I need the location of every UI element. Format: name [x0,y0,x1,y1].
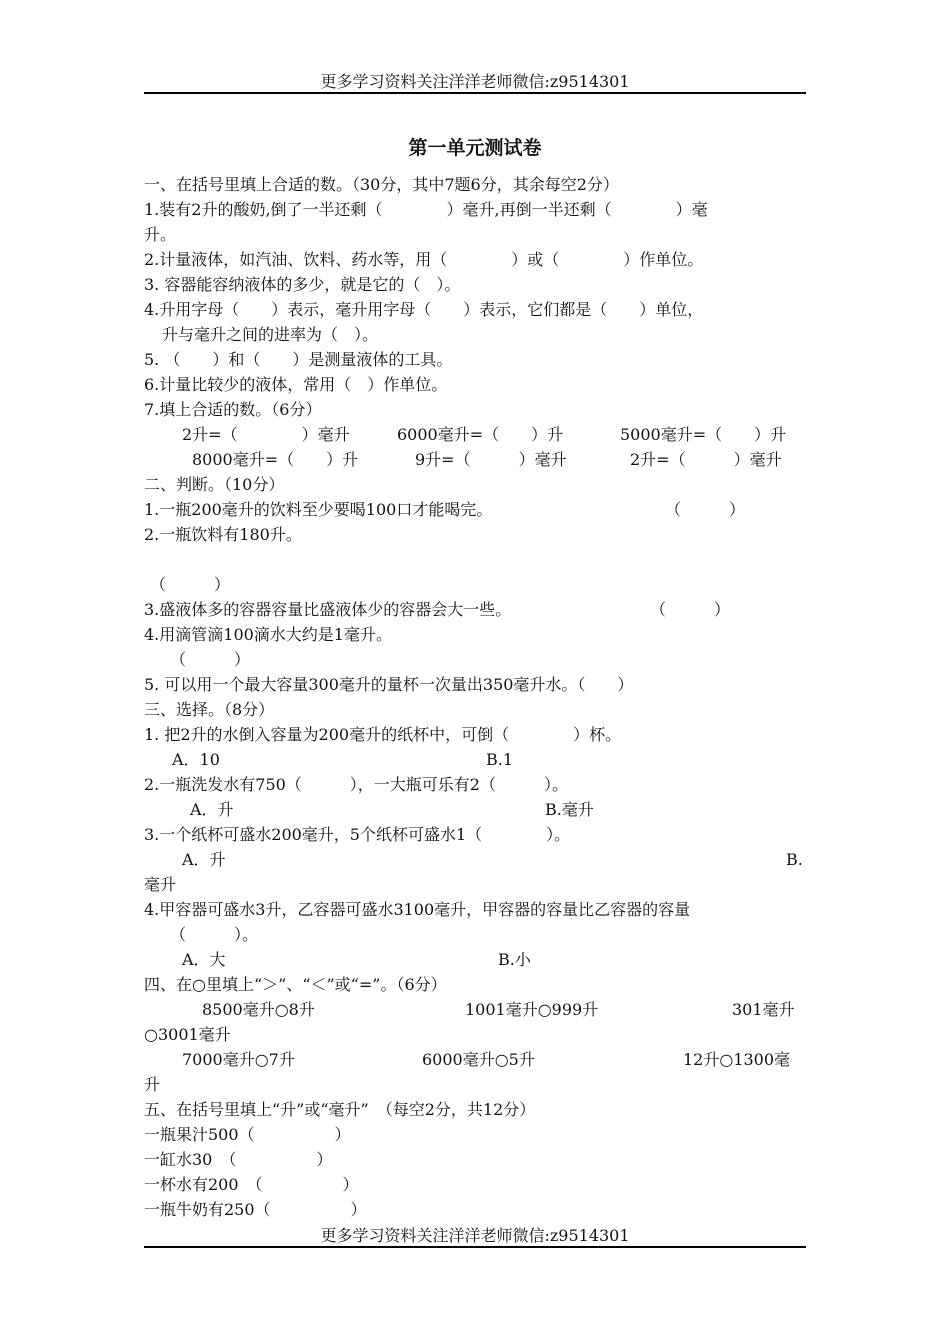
judge-4-answer: （ ） [170,650,251,669]
fill-unit-item: 一瓶果汁500（ ） [144,1125,351,1144]
fill-unit-item: 一缸水30 （ ） [144,1150,333,1169]
choice-4-cont: （ ）。 [170,925,259,944]
choice-2: 2.一瓶洗发水有750（ ），一大瓶可乐有2（ ）。 [144,775,568,794]
judge-3-answer: （ ） [650,600,731,619]
section-1-heading: 一、在括号里填上合适的数。（30分，其中7题6分，其余每空2分） [144,175,619,194]
judge-5: 5. 可以用一个最大容量300毫升的量杯一次量出350毫升水。（ ） [144,675,634,694]
choice-4-option-b: B.小 [498,950,531,969]
judge-2: 2.一瓶饮料有180升。 [144,525,302,544]
fill-unit-item: 一杯水有200 （ ） [144,1175,359,1194]
choice-2-option-a: A．升 [190,800,234,819]
section-2-heading: 二、判断。（10分） [144,475,285,494]
compare-item: 301毫升 [732,1000,795,1019]
choice-1-option-a: A．10 [172,750,220,769]
judge-1: 1.一瓶200毫升的饮料至少要喝100口才能喝完。 [144,500,493,519]
question-1-2: 2.计量液体，如汽油、饮料、药水等，用（ ）或（ ）作单位。 [144,250,704,269]
judge-3: 3.盛液体多的容器容量比盛液体少的容器会大一些。 [144,600,512,619]
section-5-heading: 五、在括号里填上“升”或“毫升” （每空2分，共12分） [144,1100,536,1119]
fill-unit-item: 一瓶牛奶有250（ ） [144,1200,367,1219]
q7-item: 9升=（ ）毫升 [415,450,567,469]
section-3-heading: 三、选择。（8分） [144,700,275,719]
q7-item: 2升=（ ）毫升 [182,425,350,444]
q7-item: 2升=（ ）毫升 [630,450,782,469]
question-1-4-cont: 升与毫升之间的进率为（ ）。 [162,325,379,344]
choice-3-option-b-cont: 毫升 [144,875,177,894]
question-1-4: 4.升用字母（ ）表示，毫升用字母（ ）表示，它们都是（ ）单位， [144,300,704,319]
compare-item: 8500毫升○8升 [202,1000,315,1019]
choice-2-option-b: B.毫升 [545,800,594,819]
question-1-7: 7.填上合适的数。（6分） [144,400,322,419]
judge-4: 4.用滴管滴100滴水大约是1毫升。 [144,625,392,644]
question-1-1: 1.装有2升的酸奶,倒了一半还剩（ ）毫升,再倒一半还剩（ ）毫 [144,200,708,219]
q7-item: 5000毫升=（ ）升 [620,425,787,444]
page-footer: 更多学习资料关注洋洋老师微信:z9514301 [320,1226,630,1245]
choice-3-option-b: B. [786,850,803,869]
choice-1: 1. 把2升的水倒入容量为200毫升的纸杯中，可倒（ ）杯。 [144,725,622,744]
footer-rule [144,1246,806,1248]
judge-2-answer: （ ） [150,575,231,594]
compare-item: 6000毫升○5升 [422,1050,535,1069]
choice-3: 3.一个纸杯可盛水200毫升，5个纸杯可盛水1（ ）。 [144,825,571,844]
question-1-1-cont: 升。 [144,225,177,244]
compare-item: 7000毫升○7升 [182,1050,295,1069]
question-1-3: 3. 容器能容纳液体的多少，就是它的（ ）。 [144,275,461,294]
header-rule [144,92,806,94]
judge-1-answer: （ ） [665,500,746,519]
compare-item-cont: ○3001毫升 [144,1025,231,1044]
choice-1-option-b: B.1 [486,750,514,769]
question-1-6: 6.计量比较少的液体，常用（ ）作单位。 [144,375,448,394]
page-header: 更多学习资料关注洋洋老师微信:z9514301 [320,72,630,91]
compare-item: 1001毫升○999升 [465,1000,599,1019]
choice-4-option-a: A．大 [182,950,226,969]
question-1-5: 5. （ ）和（ ）是测量液体的工具。 [144,350,453,369]
choice-3-option-a: A．升 [182,850,226,869]
q7-item: 8000毫升=（ ）升 [192,450,359,469]
compare-item: 12升○1300毫 [683,1050,791,1069]
page-title: 第一单元测试卷 [408,137,542,159]
choice-4: 4.甲容器可盛水3升，乙容器可盛水3100毫升，甲容器的容量比乙容器的容量 [144,900,691,919]
compare-item-cont: 升 [144,1075,161,1094]
section-4-heading: 四、在○里填上“＞”、“＜”或“=”。（6分） [144,975,447,994]
q7-item: 6000毫升=（ ）升 [397,425,564,444]
